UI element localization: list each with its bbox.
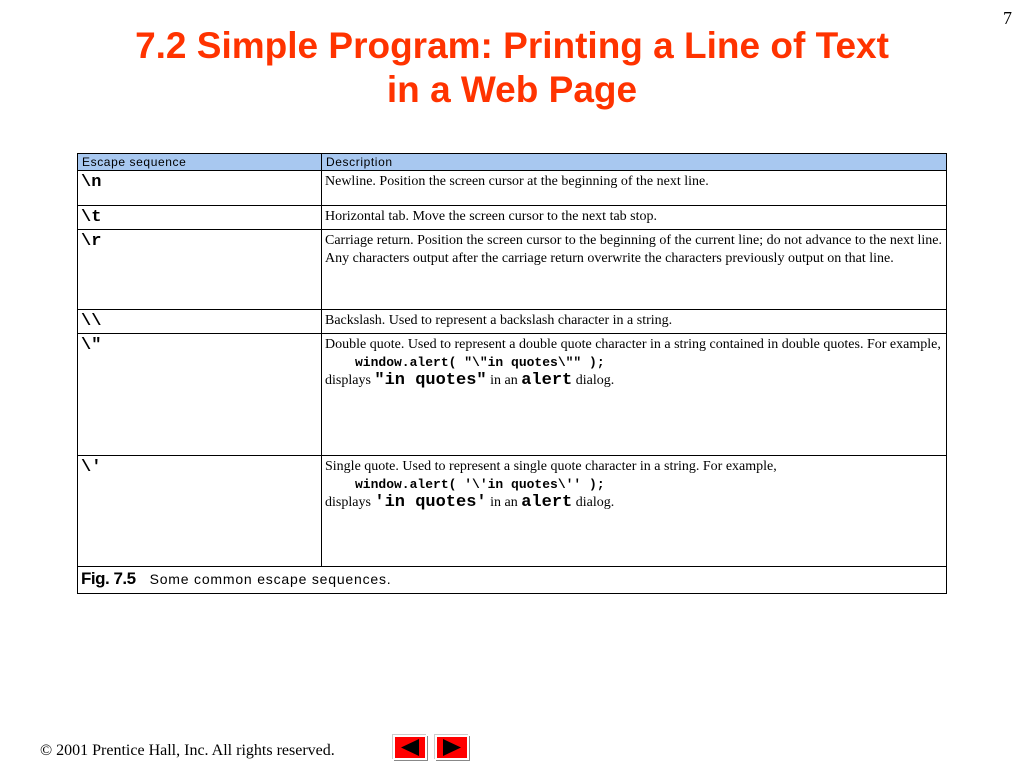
table-row xyxy=(78,334,947,456)
description-cell xyxy=(322,334,947,456)
description-cell: Newline. Position the screen cursor at the beginning of the next line. xyxy=(322,171,947,206)
slide-title-line-2: in a Web Page xyxy=(386,69,638,110)
escape-sequence-cell: \r xyxy=(78,230,322,310)
displays-word: displays xyxy=(325,373,371,388)
previous-slide-button[interactable] xyxy=(393,735,427,760)
description-cell: Backslash. Used to represent a backslash character in a string. xyxy=(322,310,947,334)
dialog-word: dialog. xyxy=(575,373,615,388)
displays-line xyxy=(325,372,943,390)
escape-sequence-cell: \n xyxy=(78,171,322,206)
column-header-escape-sequence: Escape sequence xyxy=(78,154,322,171)
description-cell: Horizontal tab. Move the screen cursor to the next tab stop. xyxy=(322,206,947,230)
left-arrow-icon xyxy=(395,737,425,758)
dialog-word: dialog. xyxy=(575,495,615,510)
escape-sequence-cell: \\ xyxy=(78,310,322,334)
caption-row xyxy=(78,567,947,594)
slide-title-line-1: 7.2 Simple Program: Printing a Line of Text xyxy=(135,25,889,66)
description-text: Double quote. Used to represent a double quote character in a string contained in double quotes. For example, xyxy=(325,337,941,352)
escape-sequence-cell: \' xyxy=(78,456,322,567)
column-header-description: Description xyxy=(322,154,947,171)
escape-sequence-cell: \" xyxy=(78,334,322,456)
right-arrow-icon xyxy=(437,737,467,758)
table-row xyxy=(78,230,947,310)
displays-line xyxy=(325,494,943,512)
in-an-word: in an xyxy=(490,373,518,388)
displays-value: 'in quotes' xyxy=(374,493,487,512)
description-cell xyxy=(322,456,947,567)
displays-word: displays xyxy=(325,495,371,510)
description-cell: Carriage return. Position the screen cursor to the beginning of the current line; do not advance to the next line. Any characters output after the carriage return overwrite the characters previously output on that line. xyxy=(322,230,947,310)
slide-title xyxy=(0,24,1024,112)
code-example: window.alert( "\"in quotes\"" ); xyxy=(355,355,605,370)
figure-caption-text: Some common escape sequences. xyxy=(149,571,392,587)
table-row xyxy=(78,171,947,206)
dialog-name: alert xyxy=(521,371,573,390)
page-number: 7 xyxy=(1003,8,1012,28)
figure-label: Fig. 7.5 xyxy=(81,569,136,588)
figure-caption xyxy=(78,567,947,594)
table-header-row xyxy=(78,154,947,171)
next-slide-button[interactable] xyxy=(435,735,469,760)
escape-sequence-table xyxy=(77,153,947,594)
table-row xyxy=(78,456,947,567)
table-row xyxy=(78,206,947,230)
escape-sequence-cell: \t xyxy=(78,206,322,230)
in-an-word: in an xyxy=(490,495,518,510)
dialog-name: alert xyxy=(521,493,573,512)
description-text: Single quote. Used to represent a single quote character in a string. For example, xyxy=(325,459,777,474)
table-row xyxy=(78,310,947,334)
displays-value: "in quotes" xyxy=(374,371,487,390)
code-example: window.alert( '\'in quotes\'' ); xyxy=(355,477,605,492)
copyright-footer: © 2001 Prentice Hall, Inc. All rights reserved. xyxy=(40,742,335,759)
